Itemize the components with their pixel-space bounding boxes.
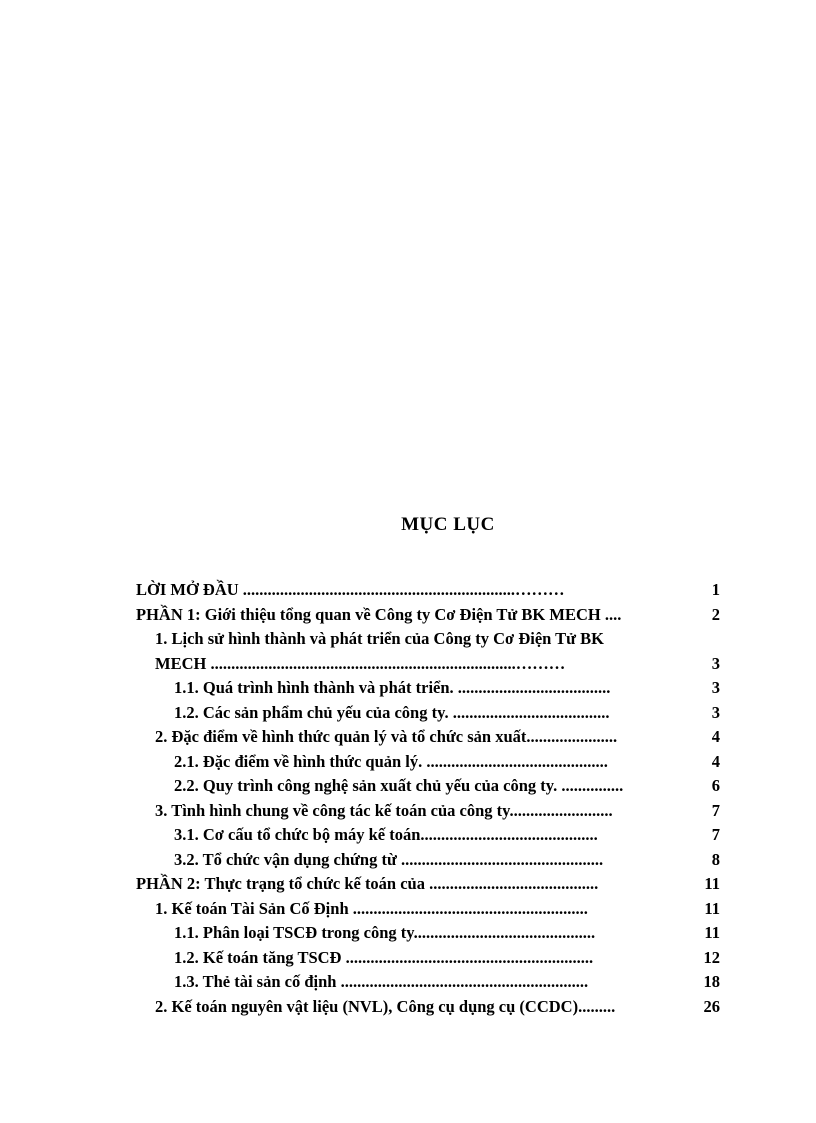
toc-entry[interactable]	[136, 823, 720, 848]
toc-entry[interactable]	[136, 995, 720, 1020]
toc-entry-page: 12	[703, 947, 720, 967]
toc-entry-page: 1	[711, 580, 720, 599]
toc-entry-page: 11	[704, 874, 720, 893]
toc-entry[interactable]	[136, 750, 720, 775]
toc-entry-text: MECH ..........................................................................………	[155, 653, 566, 673]
toc-entry[interactable]	[136, 578, 720, 603]
toc-entry[interactable]	[136, 676, 720, 701]
toc-entry[interactable]	[136, 652, 720, 677]
toc-entry-text: 2. Đặc điểm về hình thức quản lý và tổ chức sản xuất......................	[155, 727, 618, 746]
toc-entry-page: 6	[711, 776, 720, 795]
table-of-contents	[136, 578, 720, 1019]
toc-entry-text: 1.2. Kế toán tăng TSCĐ ............................................................	[174, 947, 594, 967]
toc-entry-text: 2.1. Đặc điểm về hình thức quản lý. ............................................	[174, 751, 608, 771]
toc-entry-text: 1.3. Thẻ tài sản cố định ............................................................	[174, 972, 589, 991]
toc-entry-page: 3	[711, 678, 720, 697]
toc-entry[interactable]	[136, 627, 720, 652]
toc-entry-text: 3.1. Cơ cấu tổ chức bộ máy kế toán...........................................	[174, 825, 598, 844]
toc-entry[interactable]	[136, 603, 720, 628]
toc-entry[interactable]	[136, 799, 720, 824]
toc-entry-page: 3	[711, 653, 720, 673]
toc-entry-text: 1. Kế toán Tài Sản Cố Định .........................................................	[155, 898, 588, 918]
toc-entry[interactable]	[136, 872, 720, 897]
toc-entry-text: LỜI MỞ ĐẦU ..................................................................………	[136, 580, 565, 599]
toc-entry-text: 1.2. Các sản phẩm chủ yếu của công ty. ......................................	[174, 702, 610, 722]
toc-entry-page: 3	[711, 702, 720, 722]
toc-entry-page: 11	[704, 898, 720, 918]
toc-entry[interactable]	[136, 725, 720, 750]
toc-entry-page: 18	[703, 972, 720, 991]
toc-entry-text: PHẦN 1: Giới thiệu tổng quan về Công ty Cơ Điện Tử BK MECH ....	[136, 604, 622, 624]
toc-entry-text: 2. Kế toán nguyên vật liệu (NVL), Công cụ dụng cụ (CCDC).........	[155, 996, 616, 1016]
toc-entry-page: 2	[711, 604, 720, 624]
toc-entry-text: 3.2. Tổ chức vận dụng chứng từ .................................................	[174, 849, 604, 869]
toc-entry[interactable]	[136, 897, 720, 922]
toc-entry-page: 4	[711, 751, 720, 771]
toc-entry-text: 1.1. Phân loại TSCĐ trong công ty............................................	[174, 923, 596, 942]
toc-entry-text: 1.1. Quá trình hình thành và phát triển. .....................................	[174, 678, 611, 697]
toc-entry-page: 8	[711, 849, 720, 869]
toc-entry-text: 1. Lịch sử hình thành và phát triển của Công ty Cơ Điện Tử BK	[155, 629, 605, 648]
toc-entry[interactable]	[136, 970, 720, 995]
toc-entry-text: 3. Tình hình chung về công tác kế toán của công ty.........................	[155, 800, 613, 820]
toc-entry[interactable]	[136, 921, 720, 946]
toc-entry[interactable]	[136, 946, 720, 971]
toc-entry[interactable]	[136, 848, 720, 873]
toc-entry-page: 11	[704, 923, 720, 942]
toc-entry-page: 7	[711, 800, 720, 820]
toc-title: MỤC LỤC	[401, 514, 495, 535]
toc-entry-page: 4	[711, 727, 720, 746]
toc-entry[interactable]	[136, 701, 720, 726]
toc-entry[interactable]	[136, 774, 720, 799]
toc-entry-page: 7	[711, 825, 720, 844]
toc-entry-page: 26	[703, 996, 720, 1016]
toc-entry-text: 2.2. Quy trình công nghệ sản xuất chủ yếu của công ty. ...............	[174, 776, 624, 795]
toc-entry-text: PHẦN 2: Thực trạng tổ chức kế toán của .........................................	[136, 874, 599, 893]
